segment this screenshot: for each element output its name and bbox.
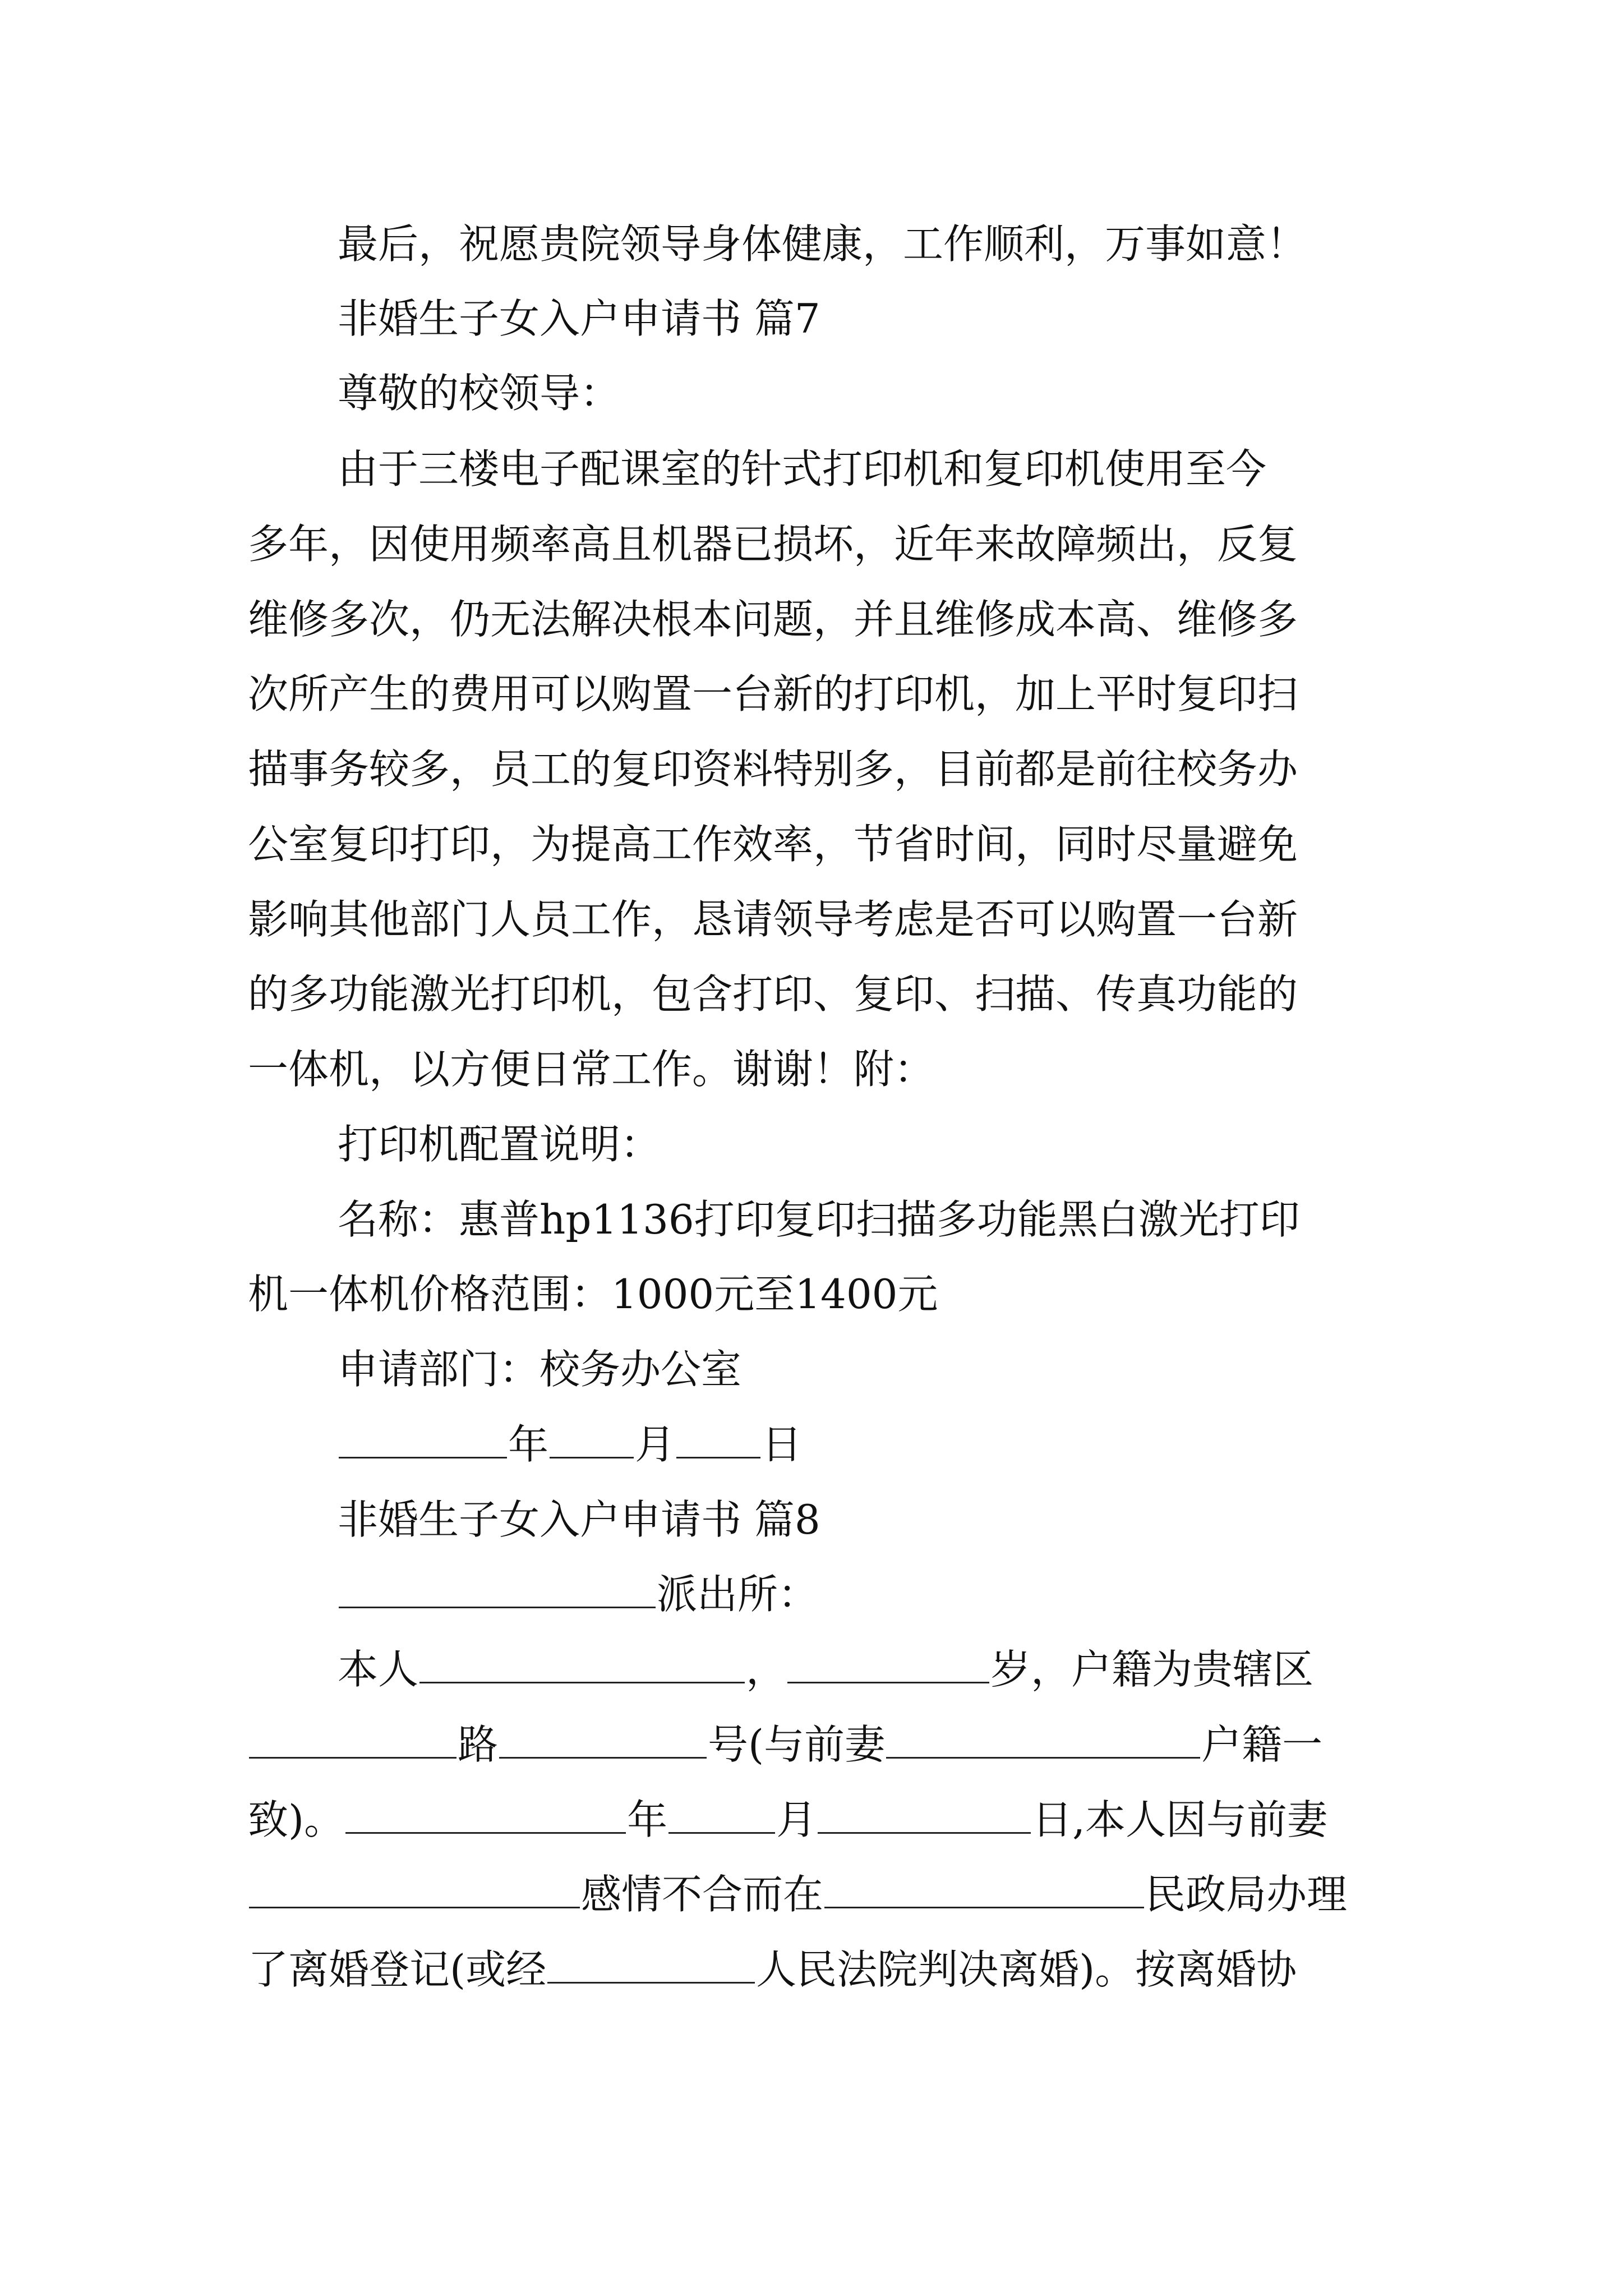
body-line: 次所产生的费用可以购置一台新的打印机，加上平时复印扫 <box>248 670 1298 717</box>
date-line <box>338 1416 802 1473</box>
printer-price-line: 机一体机价格范围：1000元至1400元 <box>248 1271 938 1318</box>
month-blank <box>668 1792 775 1834</box>
addressee-line <box>338 1566 818 1622</box>
form-line <box>248 1792 1327 1848</box>
court-blank <box>547 1941 755 1984</box>
civil-affairs-blank <box>824 1866 1144 1908</box>
day-blank <box>818 1792 1031 1834</box>
form-text: 致)。 <box>248 1796 345 1843</box>
form-text: 了离婚登记(或经 <box>248 1946 547 1993</box>
year-blank <box>339 1416 507 1458</box>
ex-wife-blank <box>886 1717 1200 1759</box>
form-text: 号(与前妻 <box>708 1721 886 1768</box>
closing-wish-line: 最后，祝愿贵院领导身体健康，工作顺利，万事如意！ <box>338 220 1307 268</box>
body-line: 影响其他部门人员工作，恳请领导考虑是否可以购置一台新 <box>248 896 1298 943</box>
form-line <box>338 1641 1313 1697</box>
department-line: 申请部门：校务办公室 <box>338 1346 742 1393</box>
day-blank <box>676 1416 760 1458</box>
form-text: 人民法院判决离婚)。按离婚协 <box>756 1946 1297 1993</box>
form-text: 月 <box>776 1796 817 1843</box>
form-text: 路 <box>458 1721 499 1768</box>
number-blank <box>499 1717 707 1759</box>
ex-wife-name-blank <box>249 1866 580 1908</box>
salutation: 尊敬的校领导： <box>338 370 621 417</box>
day-label: 日 <box>762 1421 803 1468</box>
age-blank <box>787 1641 989 1683</box>
form-text: 岁，户籍为贵辖区 <box>990 1646 1314 1693</box>
police-station-label: 派出所： <box>657 1571 819 1618</box>
year-label: 年 <box>508 1421 549 1468</box>
form-text: 户籍一 <box>1201 1721 1323 1768</box>
form-text: 日,本人因与前妻 <box>1032 1796 1328 1843</box>
form-text: 民政局办理 <box>1145 1871 1348 1918</box>
form-text: 感情不合而在 <box>581 1871 824 1918</box>
form-text: ， <box>746 1646 787 1693</box>
body-line: 的多功能激光打印机，包含打印、复印、扫描、传真功能的 <box>248 970 1298 1018</box>
police-station-blank <box>339 1566 656 1608</box>
body-line: 公室复印打印，为提高工作效率，节省时间，同时尽量避免 <box>248 821 1298 868</box>
name-blank <box>419 1641 745 1683</box>
form-line <box>248 1941 1297 1998</box>
section-heading-7: 非婚生子女入户申请书 篇7 <box>338 295 820 342</box>
printer-config-heading: 打印机配置说明： <box>338 1121 661 1168</box>
road-blank <box>249 1717 457 1759</box>
year-blank <box>345 1792 626 1834</box>
form-line <box>248 1717 1322 1773</box>
body-line: 描事务较多，员工的复印资料特别多，目前都是前往校务办 <box>248 746 1298 793</box>
body-line: 由于三楼电子配课室的针式打印机和复印机使用至今 <box>338 445 1267 493</box>
body-line: 维修多次，仍无法解决根本问题，并且维修成本高、维修多 <box>248 596 1298 643</box>
month-label: 月 <box>635 1421 676 1468</box>
form-line <box>248 1866 1347 1922</box>
body-line: 一体机，以方便日常工作。谢谢！附： <box>248 1046 935 1093</box>
section-heading-8: 非婚生子女入户申请书 篇8 <box>338 1496 820 1543</box>
form-text: 本人 <box>338 1646 419 1693</box>
month-blank <box>550 1416 634 1458</box>
body-line: 多年，因使用频率高且机器已损坏，近年来故障频出，反复 <box>248 521 1298 568</box>
printer-name-line: 名称：惠普hp1136打印复印扫描多功能黑白激光打印 <box>338 1196 1300 1243</box>
form-text: 年 <box>627 1796 668 1843</box>
